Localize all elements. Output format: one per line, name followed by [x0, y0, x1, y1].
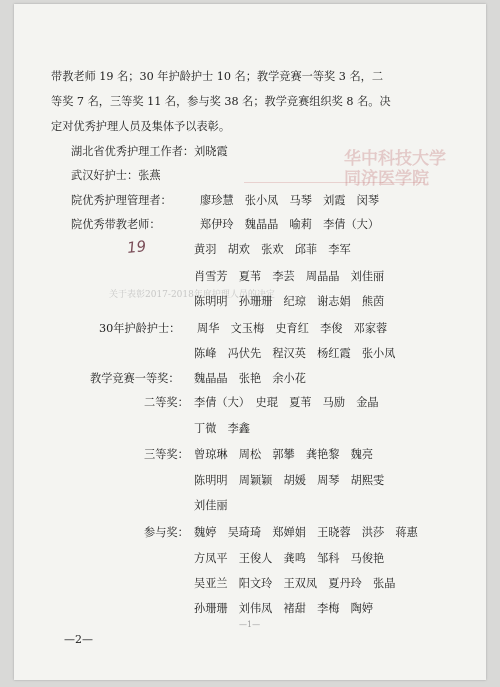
names-participation-row-4: 孙珊珊 刘伟凤 褚甜 李梅 陶婷 [194, 602, 374, 615]
names-second-prize-row-1: 李倩（大） 史琨 夏苇 马励 金晶 [194, 396, 379, 409]
bleed-page-number: —1— [239, 620, 261, 629]
names-teachers-row-3: 肖雪芳 夏苇 李芸 周晶晶 刘佳丽 [194, 270, 385, 283]
names-teachers-row-1: 郑伊玲 魏晶晶 喻莉 李倩（大） [200, 218, 380, 231]
document-page [14, 4, 486, 680]
intro-line-1: 带教老师 19 名；30 年护龄护士 10 名；教学竞赛一等奖 3 名，二 [51, 70, 384, 83]
label-participation: 参与奖： [144, 526, 189, 539]
label-managers: 院优秀护理管理者： [71, 194, 172, 207]
names-third-prize-row-1: 曾琼琳 周松 郭攀 龚艳黎 魏亮 [194, 448, 374, 461]
page-number: —2— [64, 633, 93, 646]
names-first-prize: 魏晶晶 张艳 余小花 [194, 372, 306, 385]
names-participation-row-3: 吴亚兰 阳文玲 王双凤 夏丹玲 张晶 [194, 577, 396, 590]
award-provincial-name: 刘晓霞 [194, 145, 228, 158]
award-wuhan-label: 武汉好护士： [71, 169, 139, 182]
bleed-through-text: 关于表彰2017-2018年度护理人员的决定 [109, 290, 275, 300]
names-teachers-row-4: 陈明明 孙珊珊 纪琼 谢志娟 熊茵 [194, 295, 385, 308]
names-third-prize-row-3: 刘佳丽 [194, 499, 228, 512]
bleed-through-rule [244, 182, 424, 183]
names-second-prize-row-2: 丁微 李鑫 [194, 422, 250, 435]
award-provincial [71, 145, 228, 159]
names-teachers-row-2: 黄羽 胡欢 张欢 邱菲 李军 [194, 243, 351, 256]
award-wuhan-name: 张燕 [138, 169, 161, 182]
names-30years-row-1: 周华 文玉梅 史育红 李俊 邓家蓉 [197, 322, 388, 335]
award-wuhan [71, 169, 161, 183]
award-provincial-label: 湖北省优秀护理工作者： [71, 145, 195, 158]
label-second-prize: 二等奖： [144, 396, 189, 409]
bleed-through-header-2: 同济医学院 [344, 169, 429, 189]
label-first-prize: 教学竞赛一等奖： [90, 372, 180, 385]
intro-line-3: 定对优秀护理人员及集体予以表彰。 [51, 120, 231, 133]
bleed-through-header-1: 华中科技大学 [344, 149, 446, 169]
label-third-prize: 三等奖： [144, 448, 189, 461]
names-30years-row-2: 陈峰 冯伏先 程汉英 杨红霞 张小凤 [194, 347, 396, 360]
handwritten-annotation: 19 [126, 237, 147, 257]
names-third-prize-row-2: 陈明明 周颖颖 胡媛 周琴 胡熙雯 [194, 474, 385, 487]
names-participation-row-1: 魏婷 吴琦琦 郑婵娟 王晓蓉 洪莎 蒋惠 [194, 526, 418, 539]
label-teachers: 院优秀带教老师： [71, 218, 161, 231]
label-30years: 30年护龄护士： [99, 322, 181, 335]
names-participation-row-2: 方凤平 王俊人 龚鸣 邹科 马俊艳 [194, 552, 385, 565]
intro-line-2: 等奖 7 名，三等奖 11 名，参与奖 38 名；教学竞赛组织奖 8 名。决 [51, 95, 391, 108]
names-managers-row-1: 廖珍慧 张小凤 马琴 刘霞 闵琴 [200, 194, 380, 207]
